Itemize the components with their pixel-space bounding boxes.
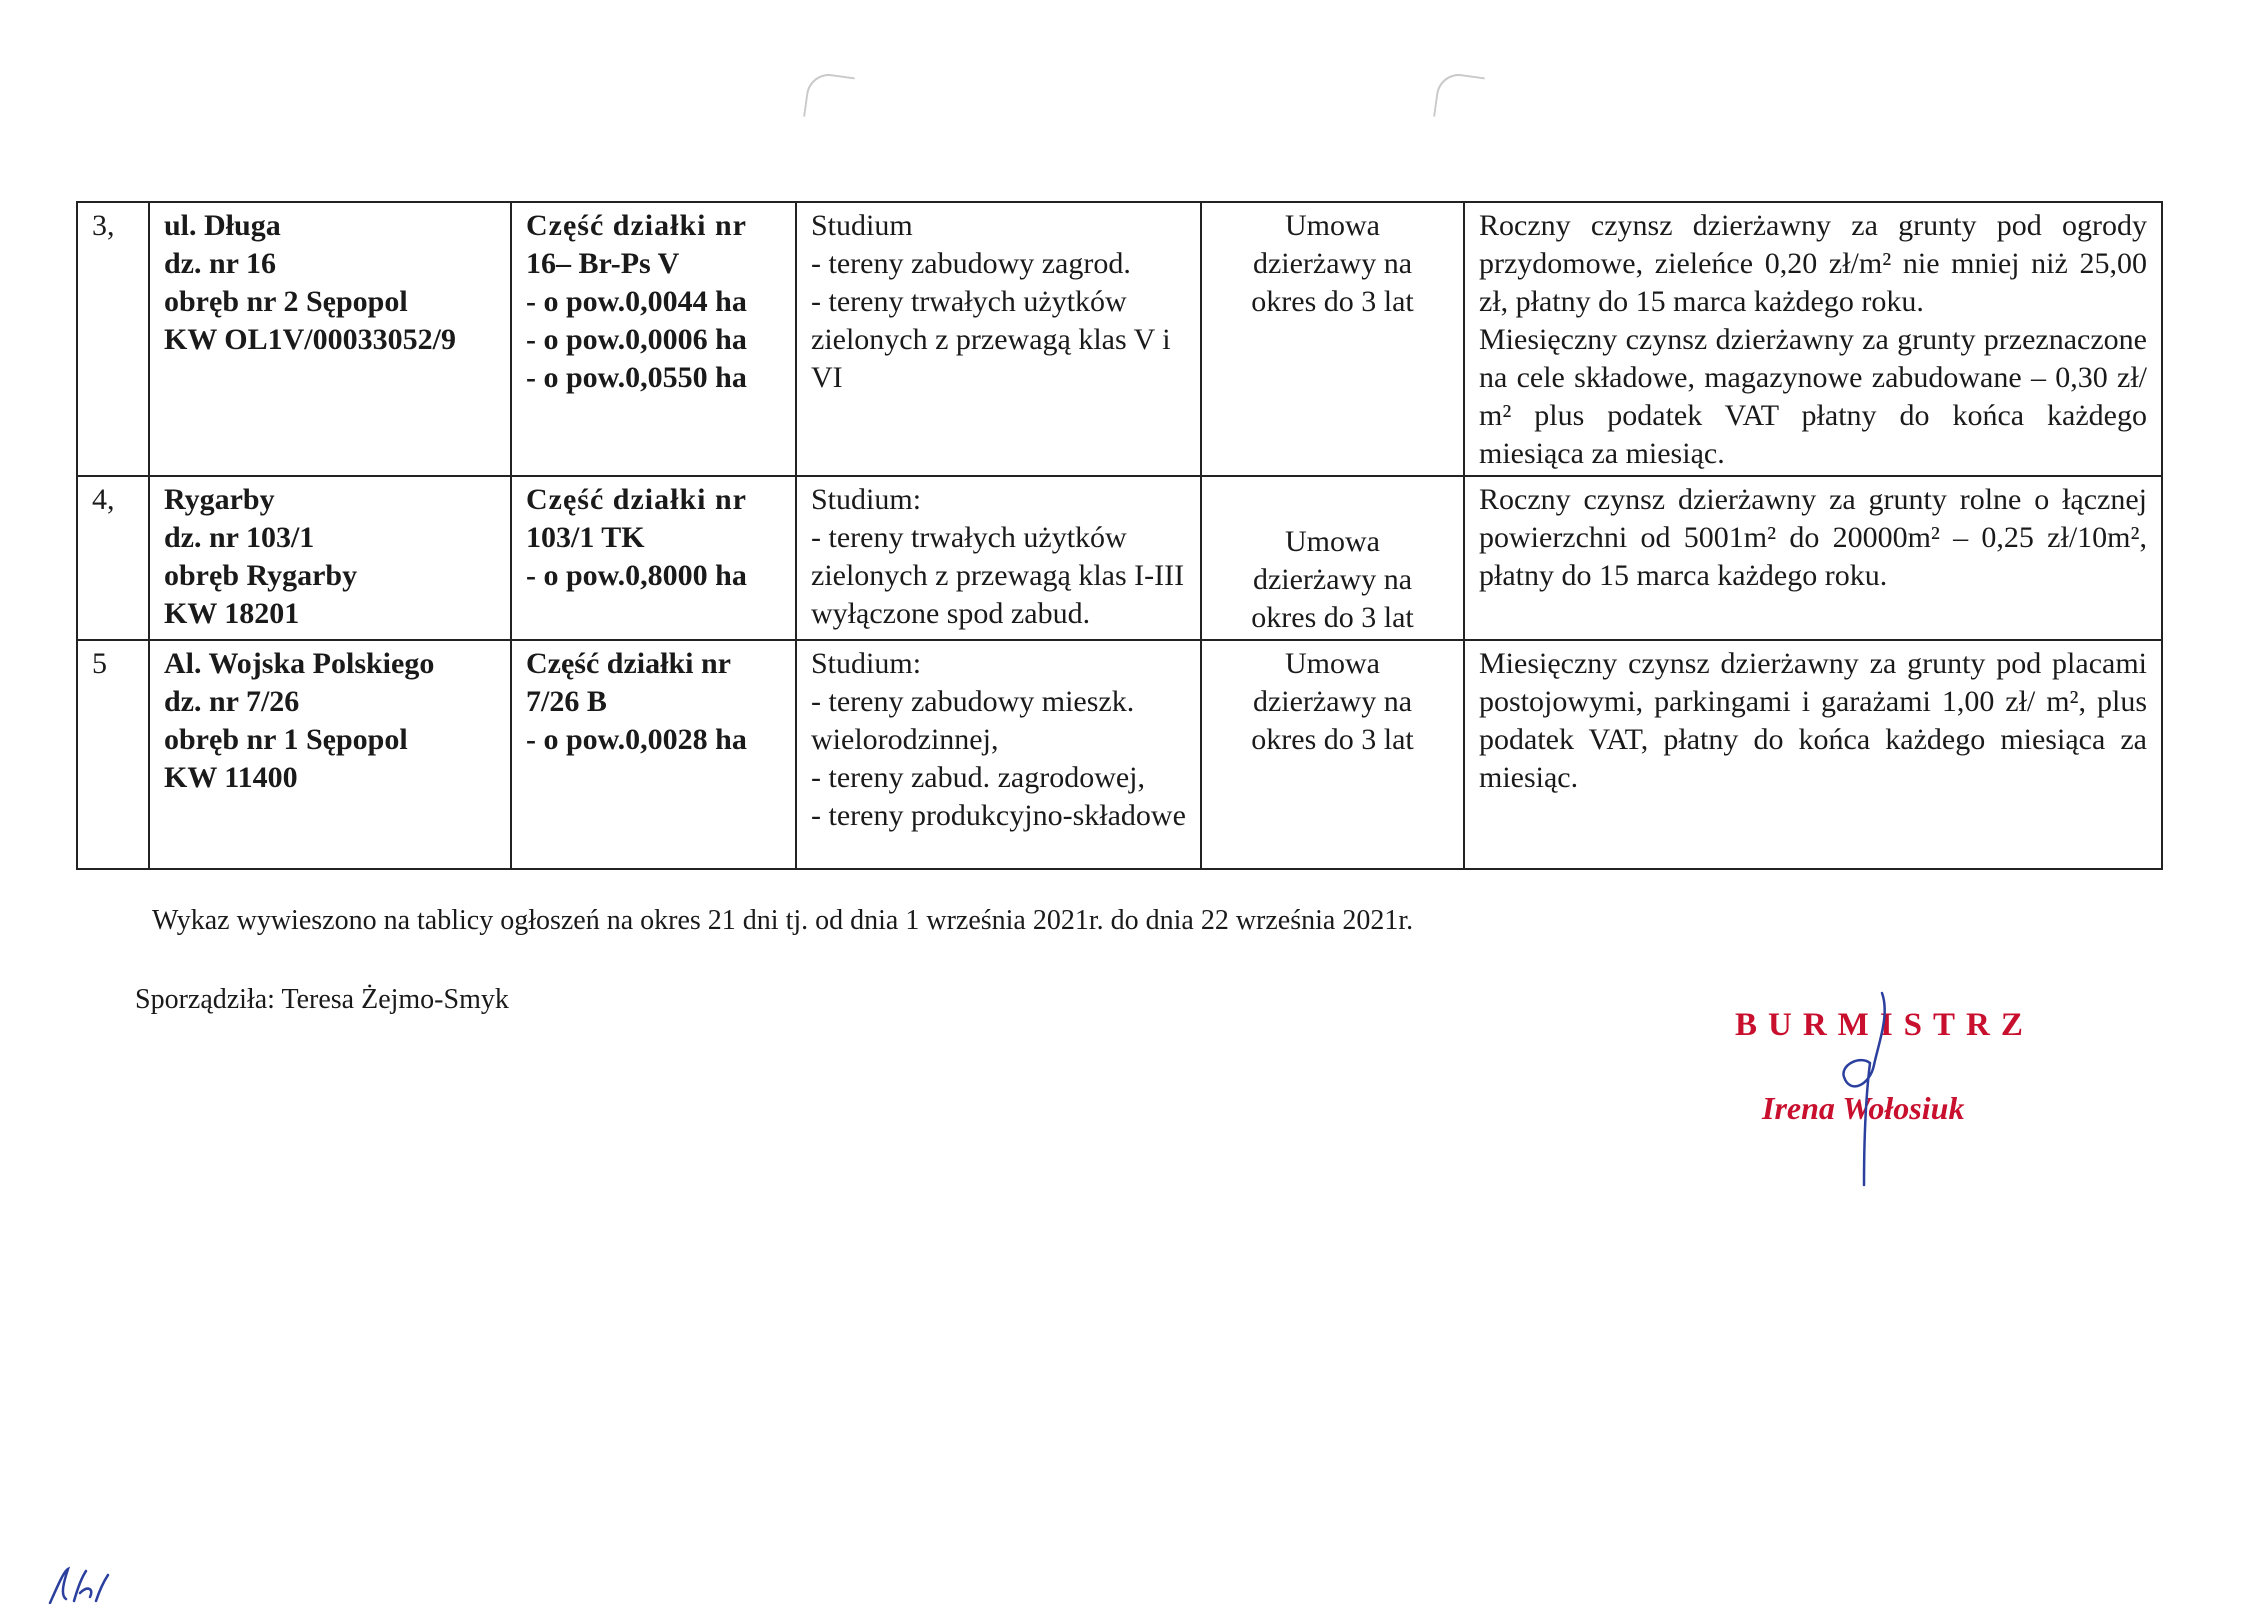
study-item: - tereny produkcyjno-składowe: [811, 799, 1186, 832]
rent-paragraph: Miesięczny czynsz dzierżawny za grunty pod placami postojowymi, parkingami i garażami 1,00 zł/ m², plus podatek VAT, płatny do końca każdego miesiąca za miesiąc.: [1479, 647, 2147, 794]
agreement-line: okres do 3 lat: [1251, 285, 1414, 318]
parcel-part-cell: [511, 476, 796, 640]
table-row: [77, 640, 2162, 869]
parcel-part-label: Część działki nr: [526, 647, 731, 680]
land-register: KW 11400: [164, 761, 298, 794]
parcel-part-cell: [511, 202, 796, 476]
rent-paragraph: Roczny czynsz dzierżawny za grunty rolne o łącznej powierzchni od 5001m² do 20000m² – 0,25 zł/10m², płatny do 15 marca każdego roku.: [1479, 483, 2147, 592]
initials-signature-icon: [44, 1565, 124, 1604]
study-label: Studium: [811, 209, 913, 242]
parcel-class: 103/1 TK: [526, 521, 645, 554]
study-cell: [796, 640, 1201, 869]
location-cell: [149, 202, 511, 476]
property-table: [76, 201, 2163, 870]
parcel-number: dz. nr 103/1: [164, 521, 315, 554]
agreement-cell: [1201, 202, 1464, 476]
parcel-part-label: Część działki nr: [526, 209, 747, 242]
location-cell: [149, 640, 511, 869]
precinct: obręb Rygarby: [164, 559, 358, 592]
precinct: obręb nr 2 Sępopol: [164, 285, 408, 318]
study-label: Studium:: [811, 647, 922, 680]
parcel-area: - o pow.0,0044 ha: [526, 285, 747, 318]
study-item: - tereny trwałych użytków zielonych z przewagą klas I-III wyłączone spod zabud.: [811, 521, 1185, 630]
parcel-class: 7/26 B: [526, 685, 607, 718]
agreement-line: Umowa: [1285, 209, 1380, 242]
study-label: Studium:: [811, 483, 922, 516]
rent-cell: [1464, 476, 2162, 640]
parcel-number: dz. nr 7/26: [164, 685, 300, 718]
prepared-by: Sporządziła: Teresa Żejmo-Smyk: [135, 984, 509, 1015]
row-number: 3,: [77, 202, 149, 476]
rent-paragraph: Roczny czynsz dzierżawny za grunty pod ogrody przydomowe, zieleńce 0,20 zł/m² nie mniej niż 25,00 zł, płatny do 15 marca każdego roku.: [1479, 209, 2147, 318]
study-item: - tereny zabudowy zagrod.: [811, 247, 1131, 280]
study-item: - tereny zabud. zagrodowej,: [811, 761, 1146, 794]
rent-cell: [1464, 640, 2162, 869]
agreement-line: Umowa: [1285, 647, 1380, 680]
row-number: 5: [77, 640, 149, 869]
parcel-part-label: Część działki nr: [526, 483, 747, 516]
parcel-class: 16– Br-Ps V: [526, 247, 680, 280]
street: Al. Wojska Polskiego: [164, 647, 435, 680]
parcel-area: - o pow.0,0550 ha: [526, 361, 747, 394]
table-row: [77, 476, 2162, 640]
agreement-line: Umowa: [1285, 525, 1380, 558]
agreement-line: dzierżawy na: [1252, 247, 1413, 280]
punch-hole-mark-left: [803, 71, 855, 123]
agreement-line: okres do 3 lat: [1251, 723, 1414, 756]
agreement-line: okres do 3 lat: [1251, 601, 1414, 634]
agreement-line: dzierżawy na: [1252, 563, 1413, 596]
rent-cell: [1464, 202, 2162, 476]
agreement-line: dzierżawy na: [1252, 685, 1413, 718]
agreement-cell: [1201, 640, 1464, 869]
location-cell: [149, 476, 511, 640]
parcel-number: dz. nr 16: [164, 247, 276, 280]
parcel-area: - o pow.0,8000 ha: [526, 559, 747, 592]
row-number: 4,: [77, 476, 149, 640]
street: ul. Długa: [164, 209, 281, 242]
punch-hole-mark-right: [1433, 71, 1485, 123]
rent-paragraph: Miesięczny czynsz dzierżawny za grunty przeznaczone na cele składowe, magazynowe zabudowane – 0,30 zł/ m² plus podatek VAT płatny do końca każdego miesiąca za miesiąc.: [1479, 323, 2147, 470]
mayor-signature-icon: [1830, 985, 1910, 1195]
parcel-area: - o pow.0,0028 ha: [526, 723, 747, 756]
land-register: KW 18201: [164, 597, 300, 630]
precinct: obręb nr 1 Sępopol: [164, 723, 408, 756]
posting-note: Wykaz wywieszono na tablicy ogłoszeń na okres 21 dni tj. od dnia 1 września 2021r. do dnia 22 września 2021r.: [152, 905, 1414, 936]
study-item: - tereny zabudowy mieszk. wielorodzinnej,: [811, 685, 1135, 756]
mayor-stamp-title: BURMISTRZ: [1735, 1007, 2034, 1043]
table-row: [77, 202, 2162, 476]
study-item: - tereny trwałych użytków zielonych z przewagą klas V i VI: [811, 285, 1171, 394]
study-cell: [796, 476, 1201, 640]
study-cell: [796, 202, 1201, 476]
land-register: KW OL1V/00033052/9: [164, 323, 456, 356]
street: Rygarby: [164, 483, 275, 516]
agreement-cell: [1201, 476, 1464, 640]
mayor-stamp-name: Irena Wołosiuk: [1762, 1090, 1965, 1126]
parcel-part-cell: [511, 640, 796, 869]
parcel-area: - o pow.0,0006 ha: [526, 323, 747, 356]
